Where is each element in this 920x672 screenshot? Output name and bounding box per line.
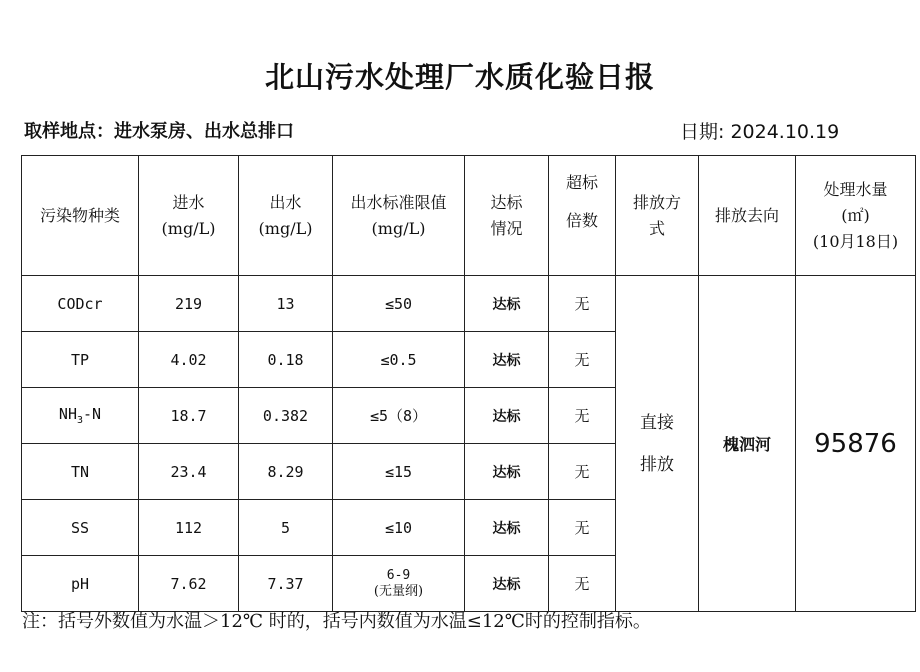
limit-cell: ≤15 bbox=[333, 444, 465, 500]
outflow-cell: 5 bbox=[239, 500, 333, 556]
header-method: 排放方 式 bbox=[616, 156, 699, 276]
inflow-cell: 219 bbox=[139, 276, 239, 332]
header-pollutant: 污染物种类 bbox=[22, 156, 139, 276]
inflow-cell: 18.7 bbox=[139, 388, 239, 444]
inflow-cell: 4.02 bbox=[139, 332, 239, 388]
status-cell: 达标 bbox=[465, 276, 549, 332]
exceed-cell: 无 bbox=[549, 556, 616, 612]
header-exceed: 超标 倍数 bbox=[549, 156, 616, 276]
header-volume: 处理水量 (㎡) (10月18日) bbox=[796, 156, 916, 276]
exceed-cell: 无 bbox=[549, 444, 616, 500]
exceed-cell: 无 bbox=[549, 332, 616, 388]
outflow-cell: 0.382 bbox=[239, 388, 333, 444]
status-cell: 达标 bbox=[465, 388, 549, 444]
inflow-cell: 112 bbox=[139, 500, 239, 556]
header-inflow: 进水 (mg/L) bbox=[139, 156, 239, 276]
limit-cell: 6-9 (无量纲) bbox=[333, 556, 465, 612]
status-cell: 达标 bbox=[465, 444, 549, 500]
outflow-cell: 13 bbox=[239, 276, 333, 332]
status-cell: 达标 bbox=[465, 500, 549, 556]
status-cell: 达标 bbox=[465, 556, 549, 612]
status-cell: 达标 bbox=[465, 332, 549, 388]
pollutant-cell: CODcr bbox=[22, 276, 139, 332]
table-row bbox=[22, 276, 916, 332]
exceed-cell: 无 bbox=[549, 276, 616, 332]
header-compliance: 达标 情况 bbox=[465, 156, 549, 276]
discharge-destination-cell: 槐泗河 bbox=[699, 276, 796, 612]
treated-volume-cell: 95876 bbox=[796, 276, 916, 612]
report-title: 北山污水处理厂水质化验日报 bbox=[264, 60, 655, 94]
limit-cell: ≤5（8） bbox=[333, 388, 465, 444]
discharge-method-cell: 直接 排放 bbox=[616, 276, 699, 612]
sampling-location: 取样地点：进水泵房、出水总排口 bbox=[24, 121, 294, 142]
pollutant-cell: TN bbox=[22, 444, 139, 500]
exceed-cell: 无 bbox=[549, 500, 616, 556]
header-destination: 排放去向 bbox=[699, 156, 796, 276]
outflow-cell: 7.37 bbox=[239, 556, 333, 612]
outflow-cell: 8.29 bbox=[239, 444, 333, 500]
water-quality-table bbox=[21, 155, 916, 612]
header-row bbox=[22, 156, 916, 276]
header-limit: 出水标准限值 (mg/L) bbox=[333, 156, 465, 276]
footnote: 注：括号外数值为水温＞12℃ 时的，括号内数值为水温≤12℃时的控制指标。 bbox=[22, 611, 651, 632]
limit-cell: ≤10 bbox=[333, 500, 465, 556]
outflow-cell: 0.18 bbox=[239, 332, 333, 388]
limit-cell: ≤50 bbox=[333, 276, 465, 332]
inflow-cell: 7.62 bbox=[139, 556, 239, 612]
limit-cell: ≤0.5 bbox=[333, 332, 465, 388]
pollutant-cell: pH bbox=[22, 556, 139, 612]
report-date: 日期: 2024.10.19 bbox=[680, 121, 840, 143]
header-outflow: 出水 (mg/L) bbox=[239, 156, 333, 276]
exceed-cell: 无 bbox=[549, 388, 616, 444]
inflow-cell: 23.4 bbox=[139, 444, 239, 500]
pollutant-cell: $NH_3-N$ bbox=[22, 388, 139, 444]
pollutant-cell: SS bbox=[22, 500, 139, 556]
pollutant-cell: TP bbox=[22, 332, 139, 388]
